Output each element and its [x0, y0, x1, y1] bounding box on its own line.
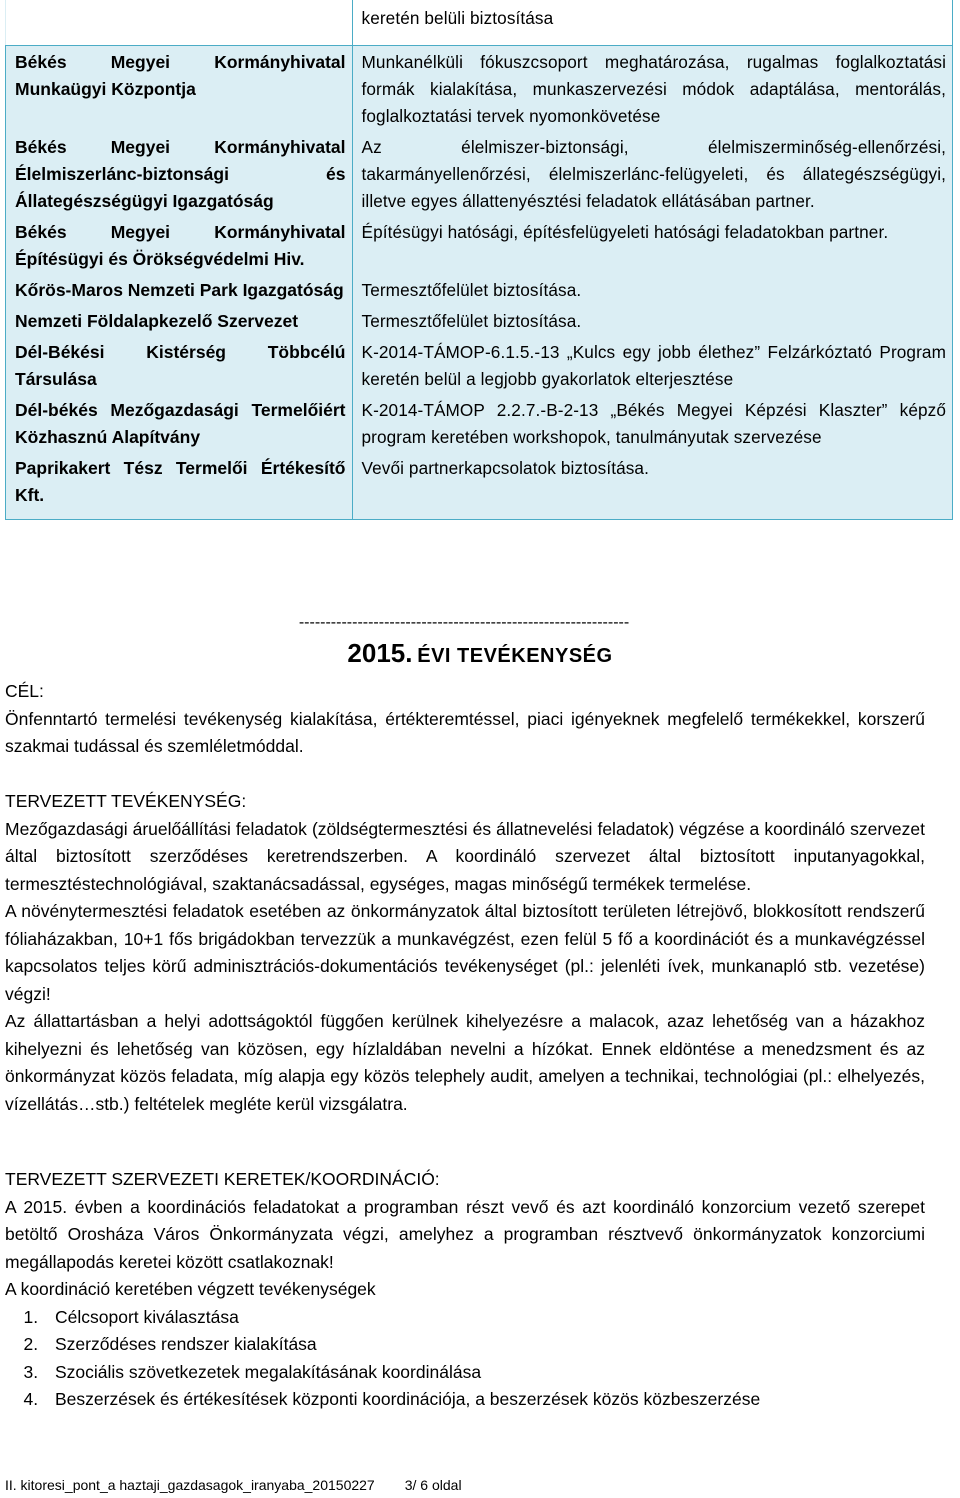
list-item: 1. Célcsoport kiválasztása — [43, 1304, 925, 1332]
page-footer — [5, 1476, 462, 1494]
goal-label: CÉL: — [5, 681, 44, 701]
table-header-right: keretén belüli biztosítása — [352, 0, 953, 46]
heading-title: ÉVI TEVÉKENYSÉG — [417, 645, 613, 667]
planned-paragraph: A növénytermesztési feladatok esetében az önkormányzatok által biztosított területen létrejövő, blokkosított rendszerű fóliaházakban, 10+1 fős brigádokban tervezzük a munkavégzést, ezen felül 5 fő a koordinációt és a munkavégzéssel kapcsolatos teljes körű adminisztrációs-dokumentációs tevékenységet (pl.: jelenléti ívek, munkanapló stb. vezetése) végzi! — [5, 901, 925, 1004]
separator-line: -------------------------------------------------------------- — [298, 614, 630, 631]
partner-org: Békés Megyei Kormányhivatal Munkaügyi Központja — [6, 46, 353, 131]
planned-label: TERVEZETT TEVÉKENYSÉG: — [5, 791, 247, 811]
coordination-list — [5, 1304, 925, 1414]
list-item: 3. Szociális szövetkezetek megalakításának koordinálása — [43, 1359, 925, 1387]
planned-section — [5, 788, 925, 1118]
partner-org: Kőrös-Maros Nemzeti Park Igazgatóság — [6, 274, 353, 305]
partner-org: Dél-Békési Kistérség Többcélú Társulása — [6, 336, 353, 394]
partner-org: Nemzeti Földalapkezelő Szervezet — [6, 305, 353, 336]
partner-role: Munkanélküli fókuszcsoport meghatározása, rugalmas foglalkoztatási formák kialakítása, munkaszervezési módok adaptálása, mentorálás, foglalkoztatási tervek nyomonkövetése — [352, 46, 953, 131]
table-header-blank — [6, 0, 353, 46]
heading-year: 2015. — [347, 638, 413, 668]
goal-section — [5, 678, 925, 761]
planned-paragraph: Az állattartásban a helyi adottságoktól függően kerülnek kihelyezésre a malacok, azaz lehetőség van a házakhoz kihelyezni és lehetőség van közösen, egy hízlaldában nevelni a hízókat. Ennek eldöntése a menedzsment és az önkormányzat közös feladata, míg alapja egy közös telephely audit, amelyen a technikai, technológiai (pl.: elhelyezés, vízellátás…stb.) feltételek megléte kerül vizsgálatra. — [5, 1011, 925, 1114]
framework-label: TERVEZETT SZERVEZETI KERETEK/KOORDINÁCIÓ: — [5, 1169, 440, 1189]
section-heading — [0, 640, 960, 670]
partner-role: K-2014-TÁMOP 2.2.7.-B-2-13 „Békés Megyei Képzési Klaszter” képző program keretében workshopok, tanulmányutak szervezése — [352, 394, 953, 452]
partners-table — [5, 0, 953, 520]
list-item: 2. Szerződéses rendszer kialakítása — [43, 1331, 925, 1359]
partner-role: Termesztőfelület biztosítása. — [352, 274, 953, 305]
partner-role: K-2014-TÁMOP-6.1.5.-13 „Kulcs egy jobb élethez” Felzárkóztató Program keretén belül a legjobb gyakorlatok elterjesztése — [352, 336, 953, 394]
partner-org: Békés Megyei Kormányhivatal Építésügyi és Örökségvédelmi Hiv. — [6, 216, 353, 274]
partner-role: Az élelmiszer-biztonsági, élelmiszerminőség-ellenőrzési, takarmányellenőrzési, élelmiszerlánc-felügyeleti, és állategészségügyi, illetve egyes állattenyésztési feladatok ellátásában partner. — [352, 131, 953, 216]
footer-page-number: 3/ 6 oldal — [404, 1477, 462, 1493]
list-item: 4. Beszerzések és értékesítések központi koordinációja, a beszerzések közös közbeszerzése — [43, 1386, 925, 1414]
partner-role: Termesztőfelület biztosítása. — [352, 305, 953, 336]
planned-paragraph: Mezőgazdasági áruelőállítási feladatok (zöldségtermesztési és állatnevelési feladatok) végzése a koordináló szervezet által biztosított szerződéses keretrendszerben. A koordináló szervezet által biztosított inputanyagokkal, termesztéstechnológiával, szaktanácsadással, egységes, magas minőségű termékek termelése. — [5, 818, 925, 894]
framework-paragraph: A koordináció keretében végzett tevékenységek — [5, 1279, 376, 1299]
partner-org: Paprikakert Tész Termelői Értékesítő Kft. — [6, 452, 353, 520]
partner-role: Vevői partnerkapcsolatok biztosítása. — [352, 452, 953, 520]
partner-org: Dél-békés Mezőgazdasági Termelőiért Közhasznú Alapítvány — [6, 394, 353, 452]
partner-role: Építésügyi hatósági, építésfelügyeleti hatósági feladatokban partner. — [352, 216, 953, 274]
framework-section — [5, 1166, 925, 1414]
goal-text: Önfenntartó termelési tevékenység kialakítása, értékteremtéssel, piaci igényeknek megfelelő termékekkel, korszerű szakmai tudással és szemléletmóddal. — [5, 708, 925, 756]
framework-paragraph: A 2015. évben a koordinációs feladatokat a programban részt vevő és azt koordináló konzorcium vezető szerepet betöltő Orosháza Város Önkormányzata végzi, amelyhez a programban résztvevő önkormányzatok konzorciumi megállapodás keretei között csatlakoznak! — [5, 1196, 925, 1272]
footer-filename: II. kitoresi_pont_a haztaji_gazdasagok_iranyaba_20150227 — [5, 1477, 375, 1493]
partner-org: Békés Megyei Kormányhivatal Élelmiszerlánc-biztonsági és Állategészségügyi Igazgatóság — [6, 131, 353, 216]
